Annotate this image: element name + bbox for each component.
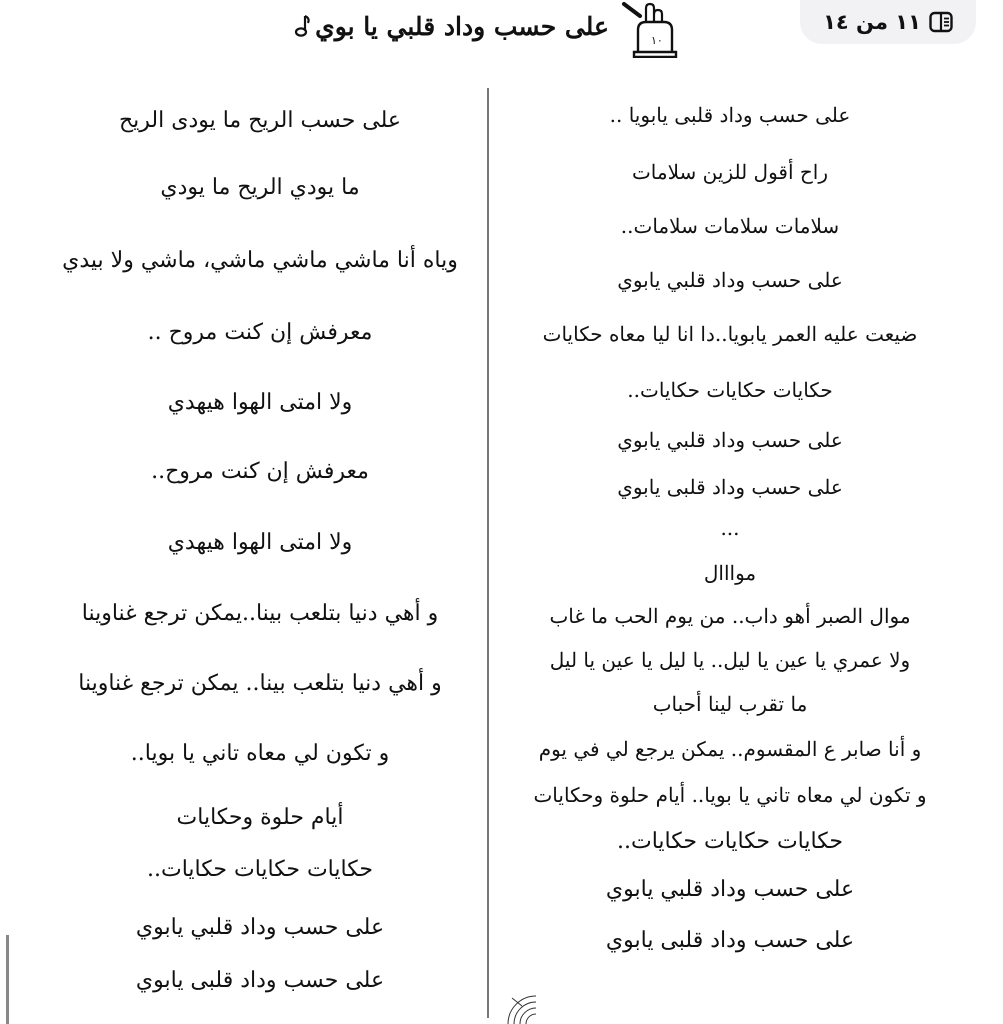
lyric-line: و أهي دنيا بتلعب بينا.. يمكن ترجع غناوينا [78, 671, 442, 696]
lyric-line: على حسب وداد قلبى يابوي [617, 475, 843, 499]
decorative-seal-icon [502, 990, 552, 1024]
right-lyrics-column [500, 0, 960, 1024]
lyric-line: ولا عمري يا عين يا ليل.. يا ليل يا عين يا ليل [549, 648, 911, 672]
lyric-line: سلامات سلامات سلامات.. [620, 214, 840, 238]
song-title: على حسب وداد قلبي يا بوي [315, 11, 609, 41]
lyric-line: ولا امتى الهوا هيهدي [167, 530, 353, 555]
lyric-line: حكايات حكايات حكايات.. [617, 829, 843, 854]
lyric-line: ضيعت عليه العمر يابويا..دا انا ليا معاه حكايات [542, 322, 918, 346]
lyric-line: حكايات حكايات حكايات.. [627, 378, 833, 402]
lyric-line: على حسب وداد قلبي يابوي [617, 268, 843, 292]
lyric-line: موال الصبر أهو داب.. من يوم الحب ما غاب [549, 604, 911, 628]
lyric-line: و أنا صابر ع المقسوم.. يمكن يرجع لي في يوم [538, 737, 922, 761]
lyric-line: أيام حلوة وحكايات [176, 805, 344, 830]
lyric-line: راح أقول للزين سلامات [631, 160, 829, 184]
lyric-line: معرفش إن كنت مروح.. [151, 459, 369, 484]
column-divider [487, 88, 489, 1018]
lyric-line: ما يودي الريح ما يودي [160, 175, 360, 200]
lyric-line: ما تقرب لينا أحباب [652, 692, 808, 716]
lyric-line: و أهي دنيا بتلعب بينا..يمكن ترجع غناوينا [81, 601, 439, 626]
lyric-line: و تكون لي معاه تاني يا بويا.. [130, 741, 390, 766]
lyric-line: على حسب وداد قلبى يابوي [135, 968, 385, 993]
lyric-line: على حسب وداد قلبي يابوي [605, 877, 855, 902]
lyric-line: على حسب الريح ما يودى الريح [118, 108, 402, 133]
scroll-indicator[interactable] [6, 935, 9, 1024]
lyric-line: على حسب وداد قلبي يابوي [135, 915, 385, 940]
lyric-line: موااال [703, 561, 757, 585]
lyric-line: على حسب وداد قلبى يابوي [605, 928, 855, 953]
lyric-line: و تكون لي معاه تاني يا بويا.. أيام حلوة وحكايات [533, 783, 927, 807]
lyric-line: ... [720, 516, 740, 540]
lyric-line: على حسب وداد قلبى يابويا .. [609, 103, 851, 127]
page-counter-label: ١١ من ١٤ [823, 10, 921, 34]
lyric-line: معرفش إن كنت مروح .. [147, 320, 373, 345]
svg-text:١٠: ١٠ [651, 34, 663, 47]
left-lyrics-column [40, 0, 480, 1024]
lyric-line: ولا امتى الهوا هيهدي [167, 390, 353, 415]
lyric-line: على حسب وداد قلبي يابوي [617, 428, 843, 452]
lyric-line: وياه أنا ماشي ماشي ماشي، ماشي ولا بيدي [62, 248, 458, 273]
lyric-line: حكايات حكايات حكايات.. [147, 857, 373, 882]
